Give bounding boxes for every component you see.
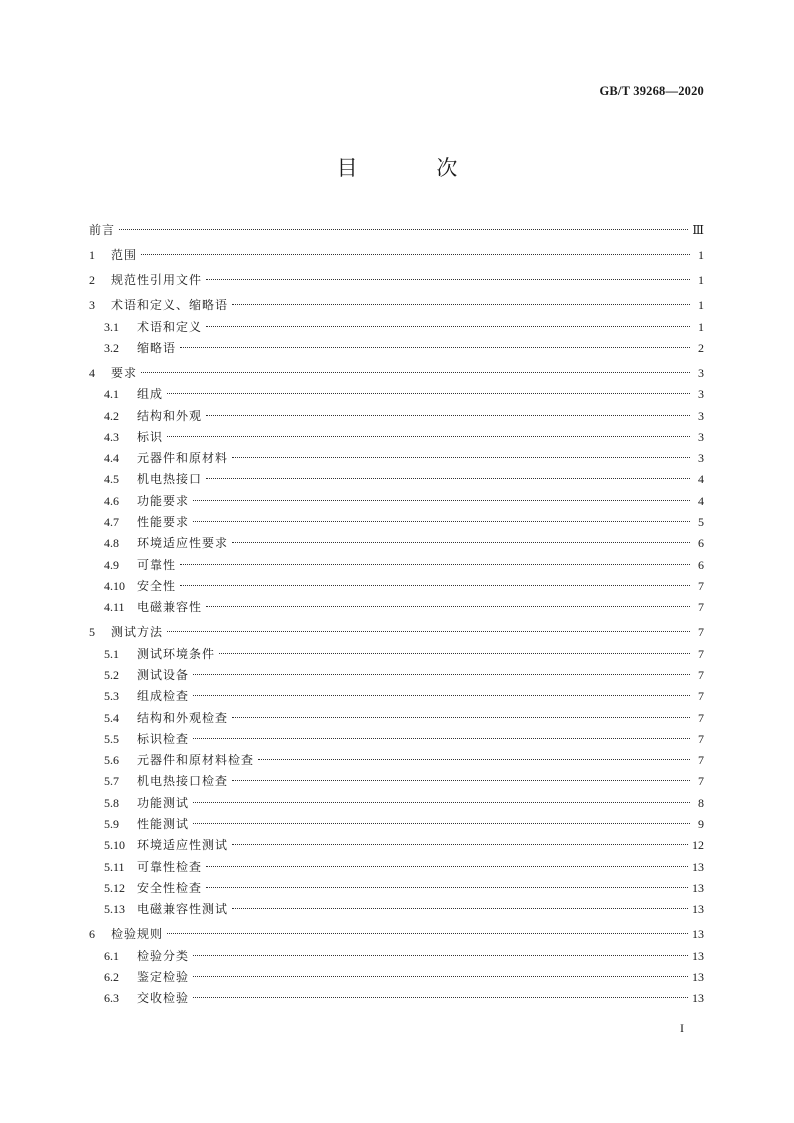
- toc-dot-leader: [206, 866, 688, 867]
- toc-entry-title: 要求: [111, 365, 138, 380]
- toc-entry-number: 6.2: [104, 969, 119, 984]
- toc-entry-number: 4.8: [104, 536, 119, 551]
- toc-entry-page: 2: [698, 340, 704, 355]
- toc-entry[interactable]: [89, 533, 704, 554]
- toc-entry-title: 组成检查: [137, 689, 190, 704]
- toc-entry[interactable]: [89, 946, 704, 967]
- toc-entry[interactable]: [89, 988, 704, 1009]
- toc-entry-title: 安全性: [137, 578, 177, 593]
- toc-dot-leader: [232, 908, 688, 909]
- toc-entry[interactable]: [89, 644, 704, 665]
- toc-entry-page: 13: [692, 880, 704, 895]
- toc-dot-leader: [193, 695, 690, 696]
- toc-entry-number: 5.1: [104, 646, 119, 661]
- toc-dot-leader: [193, 738, 690, 739]
- toc-entry-page: 4: [698, 472, 704, 487]
- toc-entry[interactable]: [89, 295, 704, 316]
- toc-dot-leader: [206, 478, 690, 479]
- toc-entry-page: 13: [692, 927, 704, 942]
- toc-entry-page: 5: [698, 515, 704, 530]
- toc-entry-number: 3.1: [104, 319, 119, 334]
- toc-entry[interactable]: [89, 245, 704, 266]
- toc-entry-page: 3: [698, 451, 704, 466]
- toc-entry[interactable]: [89, 924, 704, 945]
- toc-dot-leader: [193, 955, 688, 956]
- toc-dot-leader: [180, 347, 690, 348]
- toc-entry[interactable]: [89, 270, 704, 291]
- toc-entry-page: 13: [692, 948, 704, 963]
- toc-entry-page: 13: [692, 859, 704, 874]
- toc-entry-title: 电磁兼容性: [137, 600, 203, 615]
- toc-entry-page: 1: [698, 319, 704, 334]
- toc-dot-leader: [232, 457, 690, 458]
- toc-dot-leader: [167, 933, 688, 934]
- toc-entry-number: 5.3: [104, 689, 119, 704]
- toc-entry-number: 5.13: [104, 902, 125, 917]
- toc-entry[interactable]: [89, 384, 704, 405]
- toc-entry-number: 6.3: [104, 991, 119, 1006]
- toc-entry-title: 电磁兼容性测试: [137, 902, 229, 917]
- toc-entry[interactable]: [89, 665, 704, 686]
- toc-entry[interactable]: [89, 750, 704, 771]
- toc-entry-page: 9: [698, 817, 704, 831]
- toc-dot-leader: [206, 415, 690, 416]
- toc-entry-title: 功能要求: [137, 493, 190, 508]
- toc-dot-leader: [193, 997, 688, 998]
- toc-entry-number: 4.3: [104, 429, 119, 444]
- toc-entry-title: 组成: [137, 387, 164, 402]
- toc-entry-title: 鉴定检验: [137, 969, 190, 984]
- toc-entry-number: 5.6: [104, 753, 119, 768]
- standard-number: GB/T 39268—2020: [599, 84, 704, 98]
- toc-dot-leader: [167, 393, 690, 394]
- toc-entry[interactable]: [89, 878, 704, 899]
- toc-entry-page: 7: [698, 774, 704, 789]
- toc-entry-page: 12: [692, 838, 704, 853]
- toc-dot-leader: [206, 279, 690, 280]
- toc-entry-title: 结构和外观: [137, 408, 203, 423]
- toc-entry-title: 检验规则: [111, 927, 164, 942]
- toc-entry-number: 3: [89, 298, 95, 313]
- toc-entry[interactable]: [89, 469, 704, 490]
- toc-entry-title: 前言: [89, 223, 116, 237]
- toc-entry-page: 7: [698, 578, 704, 593]
- toc-entry[interactable]: [89, 857, 704, 878]
- toc-entry-page: 1: [698, 248, 704, 263]
- toc-dot-leader: [167, 436, 690, 437]
- toc-entry-title: 元器件和原材料检查: [137, 753, 255, 768]
- toc-entry[interactable]: [89, 576, 704, 597]
- toc-dot-leader: [219, 653, 690, 654]
- toc-entry-page: 7: [698, 689, 704, 704]
- toc-entry[interactable]: [89, 793, 704, 814]
- toc-entry-title: 可靠性检查: [137, 859, 203, 874]
- toc-entry-page: 7: [698, 667, 704, 682]
- toc-entry-number: 5: [89, 625, 95, 640]
- toc-entry-number: 3.2: [104, 340, 119, 355]
- toc-entry-page: 7: [698, 731, 704, 746]
- toc-dot-leader: [180, 564, 690, 565]
- toc-entry-number: 5.12: [104, 880, 125, 895]
- toc-dot-leader: [232, 542, 690, 543]
- toc-entry-page: 7: [698, 753, 704, 768]
- toc-entry[interactable]: [89, 406, 704, 427]
- toc-entry-page: 8: [698, 795, 704, 810]
- table-of-contents: [89, 220, 704, 1009]
- toc-entry-title: 机电热接口: [137, 472, 203, 487]
- toc-entry-page: 3: [698, 387, 704, 402]
- toc-dot-leader: [141, 372, 690, 373]
- toc-entry-title: 性能要求: [137, 515, 190, 530]
- toc-entry[interactable]: [89, 967, 704, 988]
- toc-entry-number: 5.2: [104, 667, 119, 682]
- toc-entry[interactable]: [89, 814, 704, 835]
- toc-dot-leader: [206, 887, 688, 888]
- toc-entry-title: 元器件和原材料: [137, 451, 229, 466]
- toc-dot-leader: [193, 976, 688, 977]
- toc-entry-title: 机电热接口检查: [137, 774, 229, 789]
- toc-dot-leader: [193, 674, 690, 675]
- toc-entry-page: 6: [698, 557, 704, 572]
- toc-entry-number: 4.11: [104, 600, 125, 615]
- toc-dot-leader: [141, 254, 690, 255]
- toc-dot-leader: [193, 500, 690, 501]
- toc-dot-leader: [193, 823, 690, 824]
- toc-entry-number: 5.7: [104, 774, 119, 789]
- toc-entry[interactable]: [89, 363, 704, 384]
- toc-entry-title: 标识检查: [137, 731, 190, 746]
- toc-entry-page: 13: [692, 969, 704, 984]
- toc-entry-title: 测试环境条件: [137, 646, 216, 661]
- toc-entry-number: 4.6: [104, 493, 119, 508]
- toc-dot-leader: [167, 631, 690, 632]
- toc-entry-number: 2: [89, 273, 95, 288]
- toc-entry[interactable]: [89, 686, 704, 707]
- toc-entry-number: 4.7: [104, 515, 119, 530]
- toc-entry-title: 环境适应性要求: [137, 536, 229, 551]
- toc-entry-title: 范围: [111, 248, 138, 263]
- toc-entry[interactable]: [89, 555, 704, 576]
- toc-entry-title: 可靠性: [137, 557, 177, 572]
- toc-dot-leader: [193, 521, 690, 522]
- toc-entry[interactable]: [89, 448, 704, 469]
- toc-entry-page: 4: [698, 493, 704, 508]
- toc-entry-page: 7: [698, 646, 704, 661]
- toc-entry-number: 4: [89, 365, 95, 380]
- toc-entry[interactable]: [89, 512, 704, 533]
- toc-entry-title: 交收检验: [137, 991, 190, 1006]
- toc-entry-title: 安全性检查: [137, 880, 203, 895]
- toc-dot-leader: [232, 717, 690, 718]
- toc-entry-title: 测试方法: [111, 625, 164, 640]
- toc-entry-page: 7: [698, 625, 704, 640]
- toc-dot-leader: [193, 802, 690, 803]
- toc-entry-page: 1: [698, 273, 704, 288]
- toc-entry-title: 术语和定义: [137, 319, 203, 334]
- toc-entry-number: 5.9: [104, 817, 119, 831]
- toc-entry-number: 4.10: [104, 578, 125, 593]
- page-number: I: [680, 1021, 684, 1035]
- toc-entry-number: 5.8: [104, 795, 119, 810]
- toc-entry[interactable]: [89, 597, 704, 618]
- toc-entry[interactable]: [89, 771, 704, 792]
- toc-dot-leader: [232, 844, 688, 845]
- toc-entry-title: 检验分类: [137, 948, 190, 963]
- toc-entry-number: 5.5: [104, 731, 119, 746]
- toc-entry-page: Ⅲ: [692, 223, 704, 237]
- toc-entry-page: 6: [698, 536, 704, 551]
- toc-entry-title: 功能测试: [137, 795, 190, 810]
- toc-entry[interactable]: [89, 708, 704, 729]
- toc-entry[interactable]: [89, 622, 704, 643]
- toc-entry-title: 性能测试: [137, 817, 190, 831]
- toc-entry-page: 1: [698, 298, 704, 313]
- toc-entry-title: 缩略语: [137, 340, 177, 355]
- toc-dot-leader: [206, 326, 690, 327]
- toc-entry-page: 13: [692, 902, 704, 917]
- toc-entry-title: 标识: [137, 429, 164, 444]
- toc-entry[interactable]: [89, 317, 704, 338]
- toc-dot-leader: [258, 759, 690, 760]
- toc-entry-number: 4.9: [104, 557, 119, 572]
- toc-entry-number: 4.4: [104, 451, 119, 466]
- toc-entry-number: 5.10: [104, 838, 125, 853]
- toc-entry-page: 7: [698, 710, 704, 725]
- toc-entry-number: 4.2: [104, 408, 119, 423]
- toc-entry[interactable]: [89, 220, 704, 241]
- toc-entry-title: 环境适应性测试: [137, 838, 229, 853]
- page-title: 目 次: [336, 156, 494, 180]
- toc-entry-page: 3: [698, 408, 704, 423]
- toc-entry[interactable]: [89, 729, 704, 750]
- toc-entry-title: 结构和外观检查: [137, 710, 229, 725]
- toc-dot-leader: [232, 304, 690, 305]
- toc-entry-page: 7: [698, 600, 704, 615]
- toc-entry[interactable]: [89, 899, 704, 920]
- toc-entry-page: 3: [698, 365, 704, 380]
- toc-dot-leader: [206, 606, 690, 607]
- toc-entry[interactable]: [89, 338, 704, 359]
- toc-entry-number: 1: [89, 248, 95, 263]
- toc-entry-title: 术语和定义、缩略语: [111, 298, 229, 313]
- toc-entry-title: 测试设备: [137, 667, 190, 682]
- toc-dot-leader: [232, 780, 690, 781]
- toc-entry-page: 13: [692, 991, 704, 1006]
- toc-entry-title: 规范性引用文件: [111, 273, 203, 288]
- toc-entry-number: 5.4: [104, 710, 119, 725]
- toc-entry-number: 6.1: [104, 948, 119, 963]
- toc-entry[interactable]: [89, 835, 704, 856]
- toc-entry[interactable]: [89, 491, 704, 512]
- toc-entry-number: 4.5: [104, 472, 119, 487]
- toc-dot-leader: [180, 585, 690, 586]
- toc-entry-page: 3: [698, 429, 704, 444]
- toc-entry-number: 5.11: [104, 859, 125, 874]
- toc-entry-number: 4.1: [104, 387, 119, 402]
- toc-entry[interactable]: [89, 427, 704, 448]
- toc-dot-leader: [119, 229, 688, 230]
- toc-entry-number: 6: [89, 927, 95, 942]
